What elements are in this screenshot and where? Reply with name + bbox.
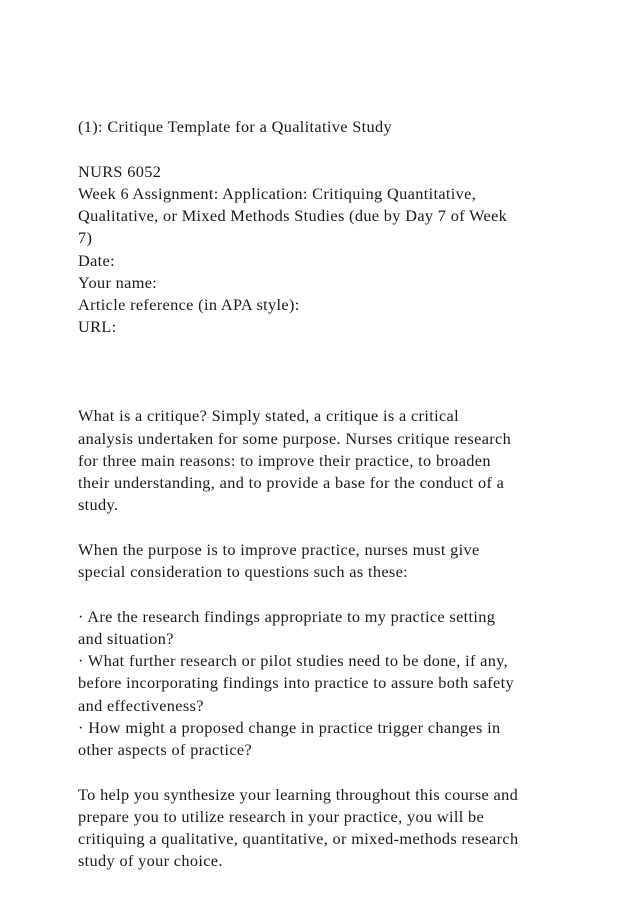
url-label: URL: (78, 317, 117, 337)
text-line: study. (78, 495, 119, 515)
text-line: special consideration to questions such as these: (78, 562, 409, 581)
assignment-line-1: Week 6 Assignment: Application: Critiquing Quantitative, (78, 183, 477, 203)
text-line: study of your choice. (78, 851, 223, 871)
list-item: and situation? (78, 628, 174, 648)
header-block (78, 161, 618, 339)
text-line: for three main reasons: to improve their practice, to broaden (78, 450, 491, 470)
date-label: Date: (78, 250, 116, 270)
course-code: NURS 6052 (78, 161, 162, 181)
text-line: prepare you to utilize research in your practice, you will be (78, 806, 485, 826)
text-line: critiquing a qualitative, quantitative, or mixed-methods research (78, 829, 519, 848)
text-line: What is a critique? Simply stated, a critique is a critical (78, 406, 459, 426)
text-line: To help you synthesize your learning throughout this course and (78, 784, 519, 804)
assignment-line-3: 7) (78, 228, 93, 248)
list-item: other aspects of practice? (78, 740, 253, 759)
text-line: analysis undertaken for some purpose. Nurses critique research (78, 428, 512, 448)
list-item: · Are the research findings appropriate to my practice setting (78, 606, 496, 626)
list-item: and effectiveness? (78, 695, 204, 715)
list-item: before incorporating findings into practice to assure both safety (78, 673, 514, 693)
text-line: When the purpose is to improve practice, nurses must give (78, 539, 480, 559)
text-line: their understanding, and to provide a base for the conduct of a (78, 473, 505, 492)
document-title: (1): Critique Template for a Qualitative Study (78, 117, 392, 136)
purpose-paragraph (78, 539, 618, 584)
assignment-line-2: Qualitative, or Mixed Methods Studies (due by Day 7 of Week (78, 206, 508, 225)
reference-label: Article reference (in APA style): (78, 295, 300, 314)
list-item: · What further research or pilot studies need to be done, if any, (78, 651, 509, 670)
list-item: · How might a proposed change in practice trigger changes in (78, 717, 501, 737)
questions-list (78, 606, 618, 762)
name-label: Your name: (78, 272, 158, 292)
intro-paragraph (78, 405, 618, 516)
document-page (78, 0, 618, 873)
closing-paragraph (78, 784, 618, 873)
